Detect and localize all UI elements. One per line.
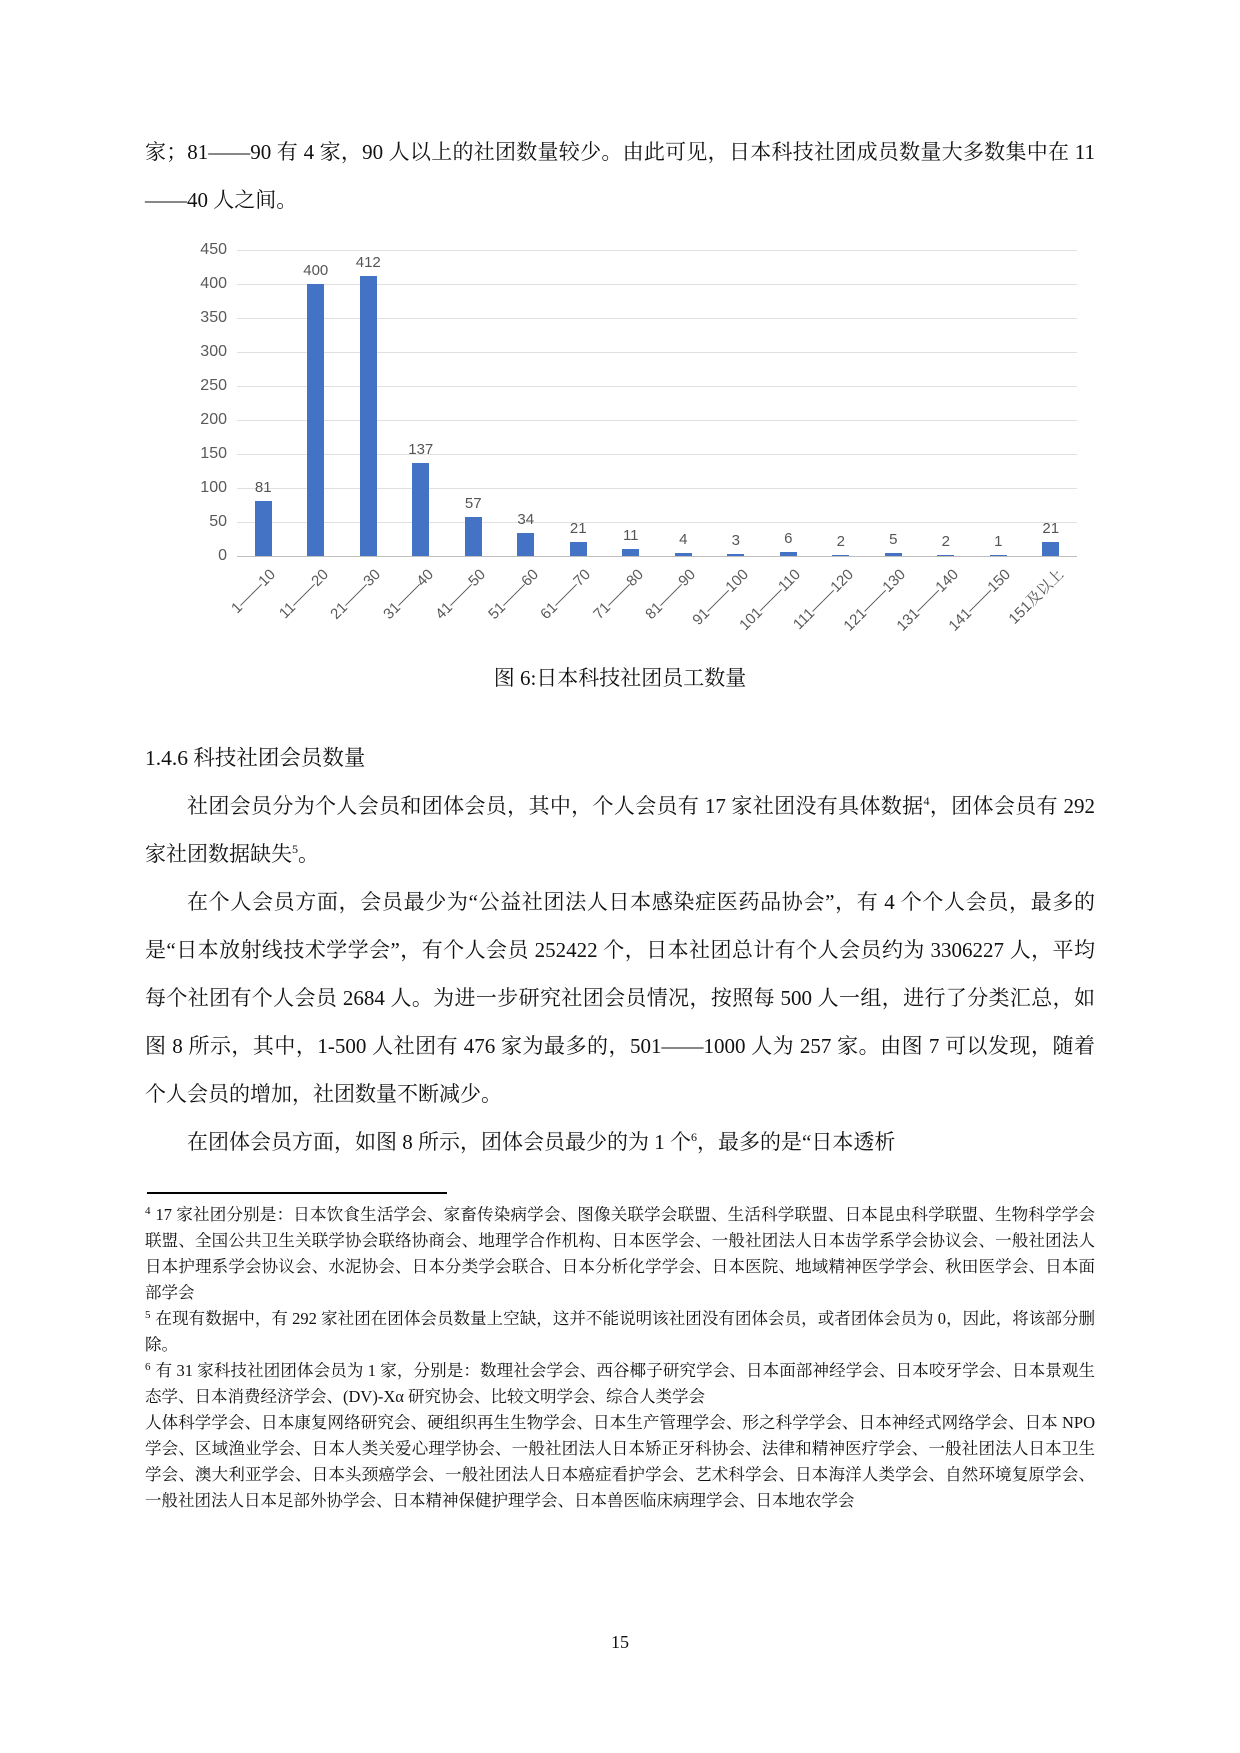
bar-value-label: 21 xyxy=(569,519,587,537)
y-axis-tick-label: 300 xyxy=(200,343,227,360)
paragraph-individual-members: 在个人会员方面，会员最少为“公益社团法人日本感染症医药品协会”，有 4 个个人会员，最多的是“日本放射线技术学学会”，有个人会员 252422 个，日本社团总计有个人会员约为 3306227 人，平均每个社团有个人会员 2684 人。为进一步研究社团会员情况，按照每 500 人一组，进行了分类汇总，如图 8 所示，其中，1-500 人社团有 476 家为最多的，501——1000 人为 257 家。由图 7 可以发现，随着个人会员的增加，社团数量不断减少。 xyxy=(145,890,1095,1106)
footnote-text: 有 31 家科技社团团体会员为 1 家，分别是：数理社会学会、西谷椰子研究学会、日本面部神经学会、日本咬牙学会、日本景观生态学、日本消费经济学会、(DV)-Xα 研究协会、比较文明学会、综合人类学会 xyxy=(145,1361,1095,1406)
page-number: 15 xyxy=(611,1632,629,1652)
footnote-ref-4: 4 xyxy=(923,794,930,808)
y-axis-tick-label: 250 xyxy=(200,377,227,394)
bar-value-label: 57 xyxy=(464,495,482,513)
y-axis-tick-label: 350 xyxy=(200,309,227,326)
footnote-6 xyxy=(145,1358,1095,1514)
paragraph-members-overview xyxy=(145,782,1095,878)
bar-value-label: 400 xyxy=(303,262,329,279)
bar xyxy=(570,542,587,556)
section-heading: 1.4.6 科技社团会员数量 xyxy=(145,746,366,770)
bar-value-label: 11 xyxy=(622,526,639,544)
x-axis-tick-label: 1——10 xyxy=(228,566,280,617)
chart-plot xyxy=(200,241,1077,635)
y-axis-tick-label: 200 xyxy=(200,411,227,428)
para3-text: 在团体会员方面，如图 8 所示，团体会员最少的为 1 个 xyxy=(187,1130,691,1154)
bar xyxy=(990,555,1007,557)
bar-value-label: 2 xyxy=(836,532,845,550)
paragraph-group-members xyxy=(145,1118,1095,1166)
x-axis-tick-label: 151及以上 xyxy=(1005,566,1067,628)
footnote-text: 在现有数据中，有 292 家社团在团体会员数量上空缺，这并不能说明该社团没有团体会员，或者团体会员为 0，因此，将该部分删除。 xyxy=(145,1309,1095,1354)
x-axis-tick-label: 61——70 xyxy=(537,566,595,623)
bar-value-label: 4 xyxy=(679,531,688,549)
footnote-marker: 4 xyxy=(145,1204,151,1217)
para3-text: ，最多的是“日本透析 xyxy=(697,1130,896,1154)
footnote-ref-6: 6 xyxy=(691,1130,697,1144)
footnote-separator xyxy=(147,1192,447,1194)
y-axis-tick-label: 0 xyxy=(218,547,227,564)
bar xyxy=(1042,542,1059,556)
x-axis-tick-label: 101——110 xyxy=(736,566,805,634)
footnote-marker: 5 xyxy=(145,1308,151,1321)
bar xyxy=(622,549,639,556)
bar-value-label: 5 xyxy=(889,530,898,548)
bar-value-label: 2 xyxy=(941,532,950,550)
x-axis-tick-label: 121——130 xyxy=(840,566,910,635)
bar xyxy=(360,276,377,556)
y-axis-tick-label: 100 xyxy=(200,479,227,496)
gridline xyxy=(237,250,1077,251)
bar xyxy=(937,555,954,557)
figure-caption: 图 6:日本科技社团员工数量 xyxy=(493,666,747,690)
x-axis-tick-label: 41——50 xyxy=(432,566,490,623)
footnote-marker: 6 xyxy=(145,1360,151,1373)
x-axis-tick-label: 131——140 xyxy=(893,566,962,635)
bar-value-label: 3 xyxy=(731,531,740,549)
bar xyxy=(727,554,744,556)
footnote-ref-5: 5 xyxy=(292,842,298,856)
y-axis-tick-label: 400 xyxy=(200,275,227,292)
x-axis-tick-label: 31——40 xyxy=(379,566,437,623)
bar-value-label: 137 xyxy=(408,440,434,458)
bar-value-label: 21 xyxy=(1042,519,1060,537)
x-axis-tick-label: 11——20 xyxy=(275,566,332,623)
bar xyxy=(517,533,534,556)
bar-value-label: 412 xyxy=(355,253,381,271)
bar-value-label: 1 xyxy=(994,532,1003,550)
para1-text: ，团体会员有 292 家社团数据缺失 xyxy=(145,794,1096,866)
bar xyxy=(780,552,797,556)
bar xyxy=(412,463,429,556)
para1-text: 。 xyxy=(298,842,319,866)
bar-value-label: 81 xyxy=(254,478,272,496)
bar xyxy=(465,517,482,556)
x-axis-tick-label: 111——120 xyxy=(789,566,857,634)
bar xyxy=(255,501,272,556)
bar xyxy=(675,553,692,556)
y-axis-tick-label: 50 xyxy=(209,513,227,530)
x-axis-tick-label: 141——150 xyxy=(945,566,1015,635)
y-axis-tick-label: 450 xyxy=(200,241,227,258)
bar-chart-figure xyxy=(145,240,1095,652)
para1-text: 社团会员分为个人会员和团体会员，其中，个人会员有 17 家社团没有具体数据 xyxy=(187,794,924,818)
bar xyxy=(885,553,902,556)
gridline xyxy=(237,556,1077,557)
footnote-5 xyxy=(145,1306,1095,1358)
x-axis-tick-label: 71——80 xyxy=(589,566,647,623)
footnote-4 xyxy=(145,1202,1095,1306)
footnotes-section xyxy=(145,1202,1095,1514)
bar xyxy=(832,555,849,557)
x-axis-tick-label: 91——100 xyxy=(689,566,752,629)
footnote-text: 人体科学学会、日本康复网络研究会、硬组织再生生物学会、日本生产管理学会、形之科学学会、日本神经式网络学会、日本 NPO 学会、区域渔业学会、日本人类关爱心理学协会、一般社团法人日本矫正牙科协会、法律和精神医疗学会、一般社团法人日本卫生学会、澳大利亚学会、日本头颈癌学会、一般社团法人日本癌症看护学会、艺术科学会、日本海洋人类学会、自然环境复原学会、一般社团法人日本足部外协学会、日本精神保健护理学会、日本兽医临床病理学会、日本地农学会 xyxy=(145,1413,1095,1510)
bar-value-label: 34 xyxy=(517,510,535,528)
x-axis-tick-label: 81——90 xyxy=(642,566,700,623)
bar xyxy=(307,284,324,556)
opening-paragraph: 家；81——90 有 4 家，90 人以上的社团数量较少。由此可见，日本科技社团成员数量大多数集中在 11——40 人之间。 xyxy=(145,140,1095,212)
footnote-text: 17 家社团分别是：日本饮食生活学会、家畜传染病学会、图像关联学会联盟、生活科学联盟、日本昆虫科学联盟、生物科学学会联盟、全国公共卫生关联学协会联络协商会、地理学合作机构、日本医学会、一般社团法人日本齿学系学会协议会、一般社团法人日本护理系学会协议会、水泥协会、日本分类学会联合、日本分析化学学会、日本医院、地域精神医学学会、秋田医学会、日本面部学会 xyxy=(145,1205,1095,1302)
x-axis-tick-label: 51——60 xyxy=(484,566,542,623)
y-axis-tick-label: 150 xyxy=(200,445,227,462)
bar-value-label: 6 xyxy=(784,529,793,547)
x-axis-tick-label: 21——30 xyxy=(327,566,385,623)
